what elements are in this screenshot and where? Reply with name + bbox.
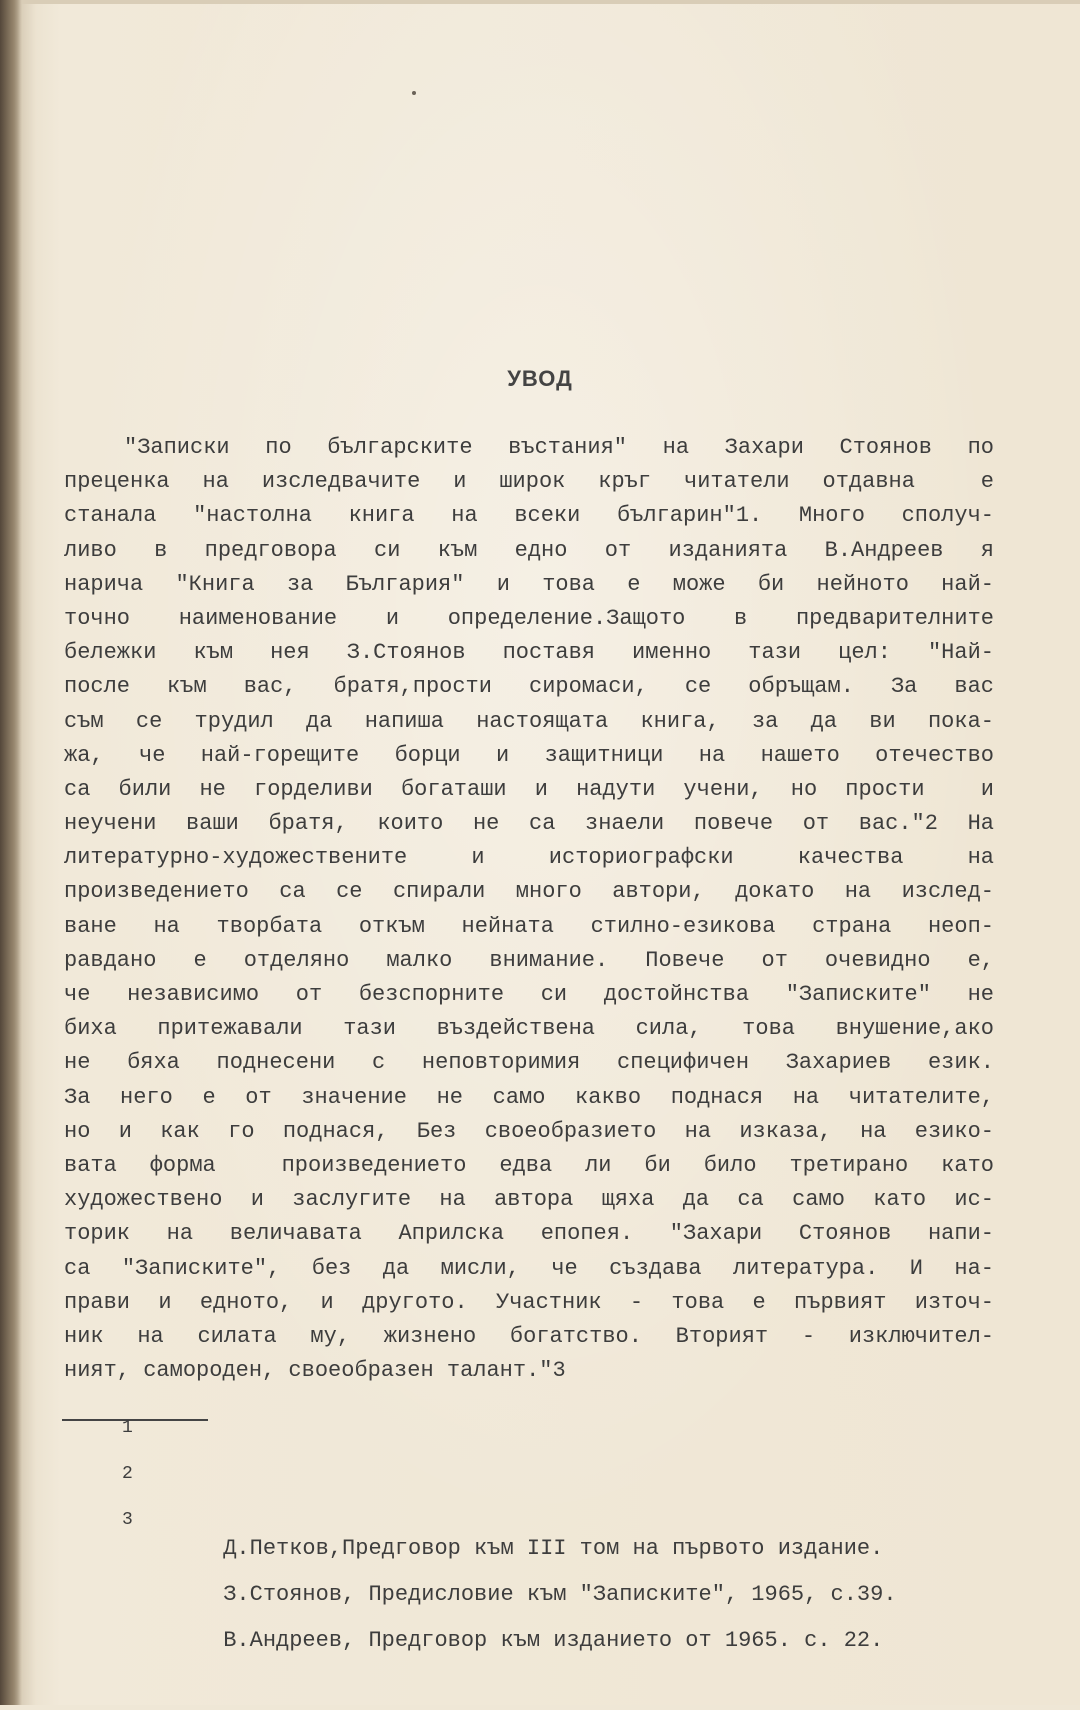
body-line: точно наименование и определение.Защото в предварителните	[64, 605, 994, 631]
body-line: литературно-художествените и историографски качества на	[64, 845, 994, 871]
body-line: после към вас, братя,прости сиромаси, се обръщам. За вас	[64, 674, 994, 700]
footnote-text: В.Андреев, Предговор към изданието от 1965. с. 22.	[223, 1628, 884, 1653]
page-title: УВОД	[507, 366, 573, 391]
footnotes	[122, 1418, 1004, 1653]
body-line: произведението са се спирали много автори, докато на изслед-	[64, 879, 994, 905]
body-line: прави и едното, и другото. Участник - това е първият източ-	[64, 1289, 994, 1315]
body-line: че независимо от безспорните си достойнства "Записките" не	[64, 982, 994, 1007]
body-line: съм се трудил да напиша настоящата книга, за да ви пока-	[64, 708, 994, 734]
body-line: станала "настолна книга на всеки българин"1. Много сполуч-	[64, 503, 994, 529]
body-line: преценка на изследвачите и широк кръг читатели отдавна е	[64, 469, 994, 495]
footnote-separator	[62, 1419, 208, 1421]
body-line: торик на величавата Априлска епопея. "Захари Стоянов напи-	[64, 1221, 994, 1247]
body-line: художествено и заслугите на автора щяха да са само като ис-	[64, 1187, 994, 1213]
body-line: ник на силата му, жизнено богатство. Вторият - изключител-	[64, 1323, 994, 1349]
body-line: не бяха поднесени с неповторимия специфичен Захариев език.	[64, 1050, 994, 1076]
body-line: "Записки по българските въстания" на Захари Стоянов по	[124, 435, 994, 460]
footnote-mark: 1	[122, 1418, 133, 1438]
body-line: ване на творбата откъм нейната стилно-езикова страна неоп-	[64, 913, 994, 939]
footnote-text: З.Стоянов, Предисловие към "Записките", 1965, с.39.	[223, 1582, 897, 1607]
body-line: равдано е отделяно малко внимание. Повече от очевидно е,	[64, 947, 994, 973]
body-line: но и как го поднася, Без своеобразието на изказа, на езико-	[64, 1118, 994, 1144]
page-top-edge	[22, 0, 1080, 4]
body-line: ният, самороден, своеобразен талант."3	[64, 1358, 566, 1384]
paper-speck	[412, 91, 416, 95]
footnote-mark: 2	[122, 1464, 133, 1484]
body-line: са били не горделиви богаташи и надути учени, но прости и	[64, 776, 994, 802]
body-text	[64, 431, 994, 1388]
body-line: За него е от значение не само какво поднася на читателите,	[64, 1084, 994, 1110]
footnote-mark: 3	[122, 1510, 133, 1530]
body-line: са "Записките", без да мисли, че създава литература. И на-	[64, 1255, 994, 1281]
body-line: нарича "Книга за България" и това е може би нейното най-	[64, 571, 994, 597]
body-line: неучени ваши братя, които не са знаели повече от вас."2 На	[64, 811, 994, 837]
body-line: бележки към нея З.Стоянов поставя именно тази цел: "Най-	[64, 640, 994, 666]
body-line: биха притежавали тази въздействена сила, това внушение,ако	[64, 1016, 994, 1042]
body-line: вата форма произведението едва ли би било третирано като	[64, 1152, 994, 1178]
footnote-text: Д.Петков,Предговор към III том на първото издание.	[223, 1536, 884, 1561]
binding-shadow	[0, 0, 22, 1705]
body-line: жа, че най-горещите борци и защитници на нашето отечество	[64, 742, 994, 768]
footnote-1	[122, 1418, 1004, 1561]
body-line: ливо в предговора си към едно от изданията В.Андреев я	[64, 537, 994, 563]
